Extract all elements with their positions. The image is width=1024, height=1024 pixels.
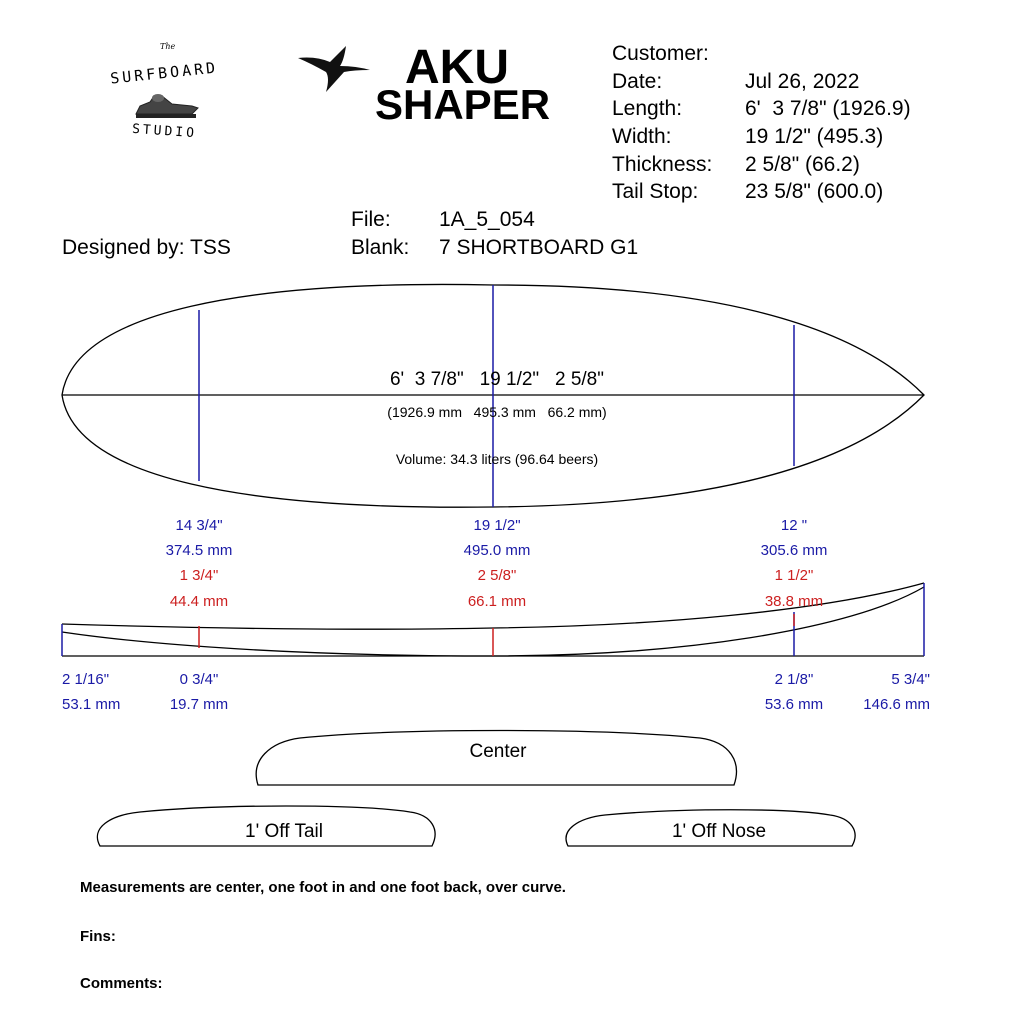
station-nose-thick-in: 1 1/2" <box>774 567 814 584</box>
station-tail-width-mm: 374.5 mm <box>165 542 233 559</box>
spec-value-width: 19 1/2" (495.3) <box>745 125 884 148</box>
spec-label-thickness: Thickness: <box>612 153 713 176</box>
logo-studio-text: STUDIO <box>131 121 198 142</box>
file-label: File: <box>351 208 391 231</box>
station-nose-thick-mm: 38.8 mm <box>764 593 824 610</box>
rocker-tail-mm: 53.1 mm <box>62 696 121 713</box>
rocker-nose-mm: 146.6 mm <box>863 696 930 713</box>
spec-label-length: Length: <box>612 97 683 120</box>
spec-value-date: Jul 26, 2022 <box>745 70 860 93</box>
station-center-thick-mm: 66.1 mm <box>467 593 527 610</box>
outline-dims-imperial: 6' 3 7/8" 19 1/2" 2 5/8" <box>389 369 605 390</box>
spec-label-width: Width: <box>612 125 672 148</box>
brand-shaper: SHAPER <box>375 81 551 128</box>
rocker-nose-in: 5 3/4" <box>891 671 930 688</box>
station-tail-width-in: 14 3/4" <box>175 517 223 534</box>
blank-label: Blank: <box>351 236 410 259</box>
rocker-nose-station-mm: 53.6 mm <box>764 696 824 713</box>
rocker-tail-in: 2 1/16" <box>62 671 110 688</box>
rocker-nose-station-in: 2 1/8" <box>774 671 814 688</box>
designer-label: Designed by: TSS <box>62 236 231 259</box>
outline-volume: Volume: 34.3 liters (96.64 beers) <box>395 451 599 467</box>
blank-value: 7 SHORTBOARD G1 <box>439 236 639 259</box>
spec-label-customer: Customer: <box>612 42 709 65</box>
station-center-width-in: 19 1/2" <box>473 517 521 534</box>
spec-value-length: 6' 3 7/8" (1926.9) <box>745 97 911 120</box>
section-tail-label: 1' Off Tail <box>245 821 323 842</box>
swallow-bird-icon <box>296 40 374 90</box>
spec-value-thickness: 2 5/8" (66.2) <box>745 153 860 176</box>
measurements-note: Measurements are center, one foot in and one foot back, over curve. <box>80 879 566 896</box>
surfboard-studio-logo <box>100 38 230 148</box>
logo-surfboard-text: SURFBOARD <box>109 58 219 88</box>
file-value: 1A_5_054 <box>439 208 535 231</box>
comments-label: Comments: <box>80 975 163 992</box>
hand-plane-icon <box>132 88 202 122</box>
fins-label: Fins: <box>80 928 116 945</box>
station-center-width-mm: 495.0 mm <box>463 542 531 559</box>
board-outline <box>62 284 924 507</box>
station-nose-width-mm: 305.6 mm <box>760 542 828 559</box>
spec-label-date: Date: <box>612 70 663 93</box>
station-nose-width-in: 12 " <box>780 517 808 534</box>
brand-aku: AKU <box>405 41 509 94</box>
spec-label-tail-stop: Tail Stop: <box>612 180 699 203</box>
logo-the-text: The <box>160 42 176 51</box>
section-nose-label: 1' Off Nose <box>671 821 767 842</box>
rocker-tail-station-in: 0 3/4" <box>179 671 219 688</box>
section-center-label: Center <box>469 741 527 762</box>
station-tail-thick-in: 1 3/4" <box>179 567 219 584</box>
spec-value-tail-stop: 23 5/8" (600.0) <box>745 180 884 203</box>
rocker-tail-station-mm: 19.7 mm <box>169 696 229 713</box>
outline-dims-metric: (1926.9 mm 495.3 mm 66.2 mm) <box>387 404 607 420</box>
station-tail-thick-mm: 44.4 mm <box>169 593 229 610</box>
station-center-thick-in: 2 5/8" <box>477 567 517 584</box>
